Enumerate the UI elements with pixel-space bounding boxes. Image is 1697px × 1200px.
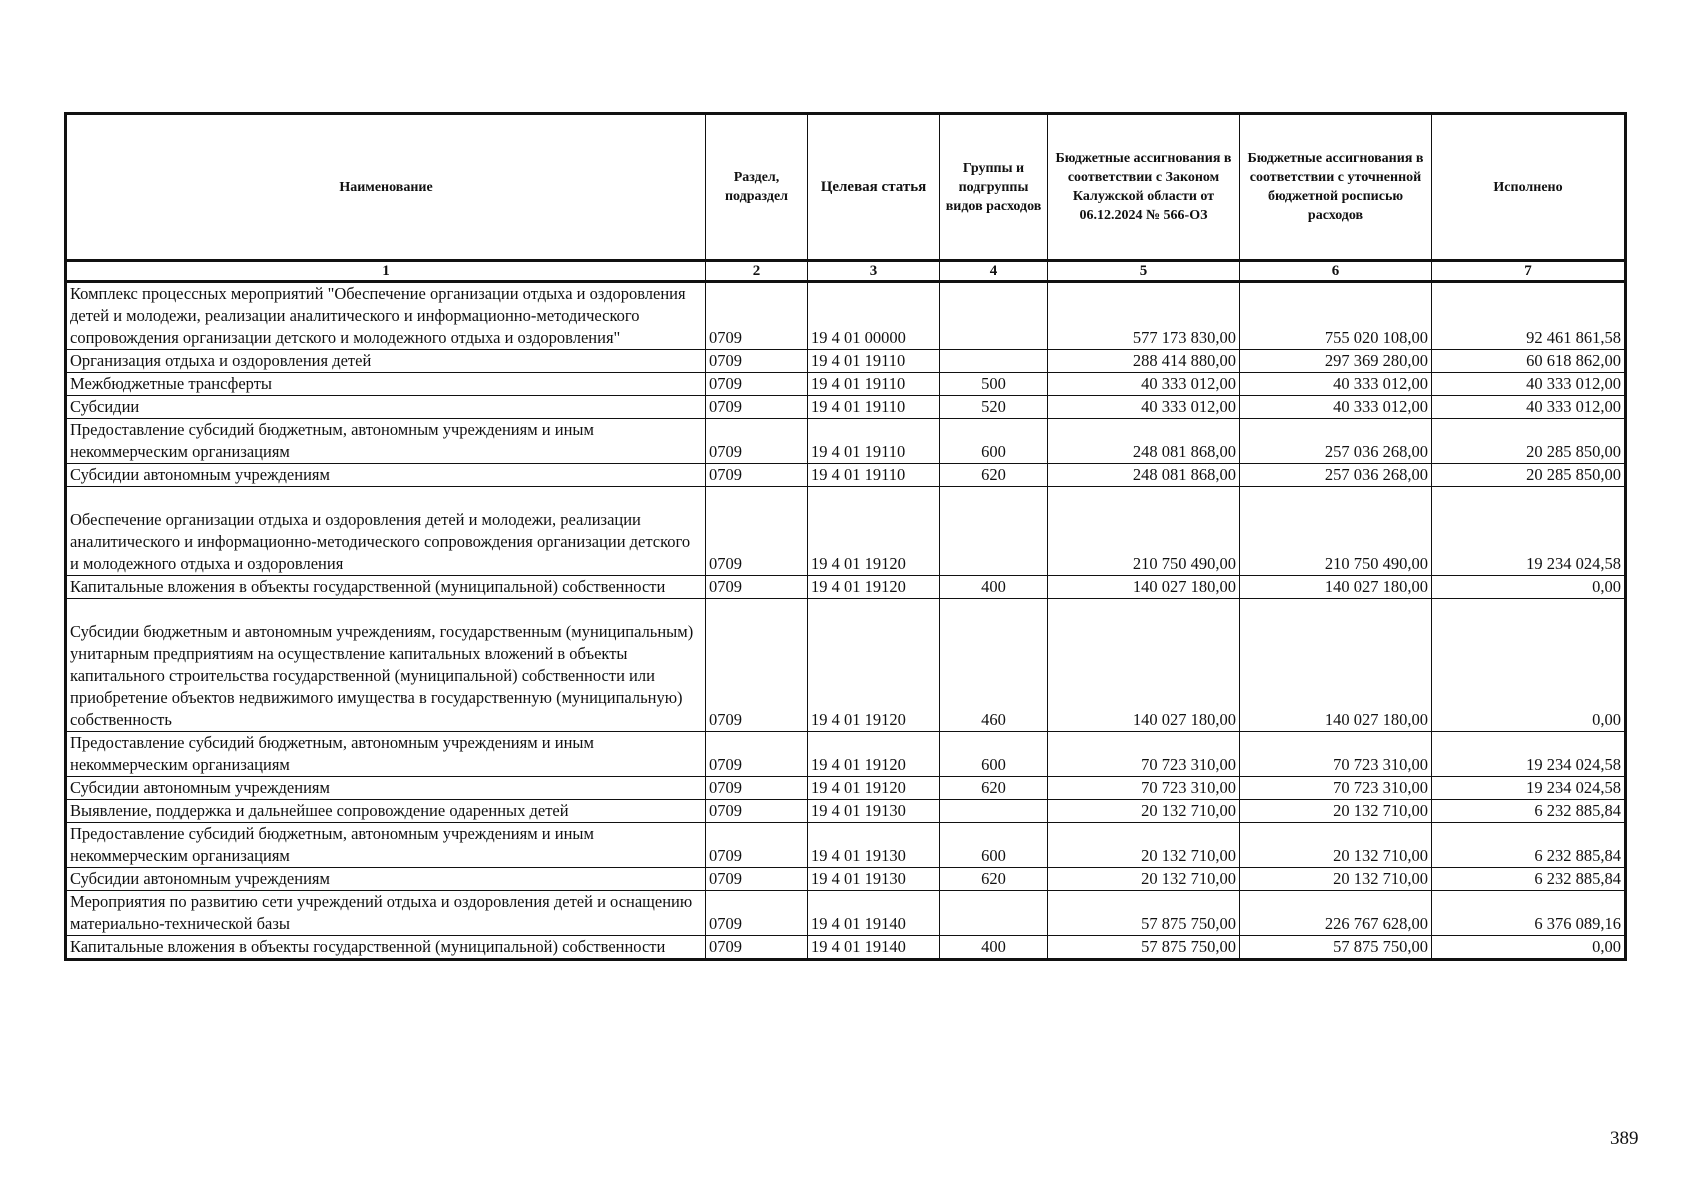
row-section: 0709 (706, 732, 808, 777)
row-group (940, 282, 1048, 350)
row-law-allocation: 40 333 012,00 (1048, 373, 1240, 396)
header-section: Раздел, подраздел (706, 114, 808, 261)
row-executed: 19 234 024,58 (1432, 487, 1626, 576)
row-executed: 6 232 885,84 (1432, 823, 1626, 868)
budget-table-container (64, 112, 1624, 961)
row-article: 19 4 01 19110 (808, 396, 940, 419)
row-refined-allocation: 297 369 280,00 (1240, 350, 1432, 373)
header-group: Группы и подгруппы видов расходов (940, 114, 1048, 261)
row-section: 0709 (706, 373, 808, 396)
row-article: 19 4 01 19110 (808, 419, 940, 464)
table-row (66, 373, 1626, 396)
row-group: 620 (940, 777, 1048, 800)
row-executed: 0,00 (1432, 576, 1626, 599)
row-refined-allocation: 20 132 710,00 (1240, 823, 1432, 868)
row-law-allocation: 577 173 830,00 (1048, 282, 1240, 350)
table-row (66, 800, 1626, 823)
row-name: Мероприятия по развитию сети учреждений отдыха и оздоровления детей и оснащению материально-технической базы (66, 891, 706, 936)
row-executed: 6 232 885,84 (1432, 800, 1626, 823)
row-group: 600 (940, 732, 1048, 777)
header-row (66, 114, 1626, 261)
column-number: 5 (1048, 261, 1240, 282)
row-executed: 20 285 850,00 (1432, 464, 1626, 487)
row-section: 0709 (706, 868, 808, 891)
row-executed: 60 618 862,00 (1432, 350, 1626, 373)
page-number: 389 (1610, 1128, 1639, 1149)
row-group (940, 891, 1048, 936)
row-name: Капитальные вложения в объекты государственной (муниципальной) собственности (66, 936, 706, 960)
row-article: 19 4 01 19140 (808, 936, 940, 960)
table-row (66, 777, 1626, 800)
row-name: Субсидии автономным учреждениям (66, 464, 706, 487)
header-law-allocation: Бюджетные ассигнования в соответствии с Законом Калужской области от 06.12.2024 № 566-ОЗ (1048, 114, 1240, 261)
column-number-row (66, 261, 1626, 282)
row-name: Субсидии автономным учреждениям (66, 868, 706, 891)
column-number: 4 (940, 261, 1048, 282)
row-executed: 92 461 861,58 (1432, 282, 1626, 350)
row-section: 0709 (706, 282, 808, 350)
table-row (66, 282, 1626, 350)
table-row (66, 419, 1626, 464)
row-law-allocation: 70 723 310,00 (1048, 732, 1240, 777)
row-refined-allocation: 57 875 750,00 (1240, 936, 1432, 960)
row-law-allocation: 248 081 868,00 (1048, 464, 1240, 487)
row-group (940, 487, 1048, 576)
row-group: 460 (940, 599, 1048, 732)
row-law-allocation: 140 027 180,00 (1048, 599, 1240, 732)
row-group: 520 (940, 396, 1048, 419)
row-group: 620 (940, 464, 1048, 487)
row-article: 19 4 01 19110 (808, 464, 940, 487)
row-article: 19 4 01 19110 (808, 373, 940, 396)
row-refined-allocation: 257 036 268,00 (1240, 464, 1432, 487)
row-law-allocation: 57 875 750,00 (1048, 936, 1240, 960)
row-law-allocation: 20 132 710,00 (1048, 800, 1240, 823)
row-section: 0709 (706, 350, 808, 373)
row-article: 19 4 01 19130 (808, 823, 940, 868)
row-article: 19 4 01 19130 (808, 800, 940, 823)
row-name-text: Субсидии бюджетным и автономным учреждениям, государственным (муниципальным) унитарным предприятиям на осуществление капитальных вложений в объекты капитального строительства государственной (муниципальной) собственности или приобретение объектов недвижимого имущества в государственную (муниципальную) собственность (70, 622, 694, 729)
row-refined-allocation: 257 036 268,00 (1240, 419, 1432, 464)
row-refined-allocation: 755 020 108,00 (1240, 282, 1432, 350)
row-law-allocation: 20 132 710,00 (1048, 868, 1240, 891)
row-executed: 19 234 024,58 (1432, 777, 1626, 800)
row-article: 19 4 01 19120 (808, 599, 940, 732)
row-section: 0709 (706, 599, 808, 732)
row-section: 0709 (706, 777, 808, 800)
row-article: 19 4 01 19120 (808, 732, 940, 777)
table-row (66, 823, 1626, 868)
table-row (66, 732, 1626, 777)
column-number: 6 (1240, 261, 1432, 282)
row-name: Предоставление субсидий бюджетным, автономным учреждениям и иным некоммерческим организациям (66, 732, 706, 777)
column-number: 7 (1432, 261, 1626, 282)
header-refined-allocation: Бюджетные ассигнования в соответствии с уточненной бюджетной росписью расходов (1240, 114, 1432, 261)
row-refined-allocation: 70 723 310,00 (1240, 732, 1432, 777)
row-executed: 20 285 850,00 (1432, 419, 1626, 464)
header-article: Целевая статья (808, 114, 940, 261)
row-refined-allocation: 20 132 710,00 (1240, 868, 1432, 891)
row-article: 19 4 01 19130 (808, 868, 940, 891)
row-executed: 40 333 012,00 (1432, 396, 1626, 419)
row-section: 0709 (706, 823, 808, 868)
row-law-allocation: 210 750 490,00 (1048, 487, 1240, 576)
row-name: Комплекс процессных мероприятий "Обеспечение организации отдыха и оздоровления детей и молодежи, реализации аналитического и информационно-методического сопровождения организации детского и молодежного отдыха и оздоровления" (66, 282, 706, 350)
row-executed: 6 376 089,16 (1432, 891, 1626, 936)
row-executed: 40 333 012,00 (1432, 373, 1626, 396)
table-row (66, 487, 1626, 576)
row-name: Капитальные вложения в объекты государственной (муниципальной) собственности (66, 576, 706, 599)
row-refined-allocation: 40 333 012,00 (1240, 373, 1432, 396)
row-executed: 6 232 885,84 (1432, 868, 1626, 891)
row-article: 19 4 01 19120 (808, 487, 940, 576)
table-row (66, 599, 1626, 732)
row-article: 19 4 01 19120 (808, 576, 940, 599)
row-refined-allocation: 70 723 310,00 (1240, 777, 1432, 800)
row-name: Субсидии автономным учреждениям (66, 777, 706, 800)
table-row (66, 936, 1626, 960)
row-section: 0709 (706, 936, 808, 960)
row-section: 0709 (706, 487, 808, 576)
header-name: Наименование (66, 114, 706, 261)
table-row (66, 396, 1626, 419)
row-refined-allocation: 40 333 012,00 (1240, 396, 1432, 419)
row-refined-allocation: 140 027 180,00 (1240, 599, 1432, 732)
row-name: Межбюджетные трансферты (66, 373, 706, 396)
row-group: 600 (940, 419, 1048, 464)
row-group (940, 350, 1048, 373)
row-group: 500 (940, 373, 1048, 396)
table-row (66, 576, 1626, 599)
row-name: Субсидии (66, 396, 706, 419)
row-law-allocation: 57 875 750,00 (1048, 891, 1240, 936)
row-group: 400 (940, 936, 1048, 960)
row-section: 0709 (706, 576, 808, 599)
row-article: 19 4 01 00000 (808, 282, 940, 350)
table-row (66, 350, 1626, 373)
row-law-allocation: 20 132 710,00 (1048, 823, 1240, 868)
column-number: 1 (66, 261, 706, 282)
row-section: 0709 (706, 891, 808, 936)
row-name: Организация отдыха и оздоровления детей (66, 350, 706, 373)
row-name: Предоставление субсидий бюджетным, автономным учреждениям и иным некоммерческим организациям (66, 419, 706, 464)
row-law-allocation: 140 027 180,00 (1048, 576, 1240, 599)
row-name: Предоставление субсидий бюджетным, автономным учреждениям и иным некоммерческим организациям (66, 823, 706, 868)
row-group: 600 (940, 823, 1048, 868)
row-name: Выявление, поддержка и дальнейшее сопровождение одаренных детей (66, 800, 706, 823)
row-executed: 0,00 (1432, 936, 1626, 960)
row-group (940, 800, 1048, 823)
row-refined-allocation: 140 027 180,00 (1240, 576, 1432, 599)
row-name (66, 487, 706, 576)
row-law-allocation: 70 723 310,00 (1048, 777, 1240, 800)
row-group: 400 (940, 576, 1048, 599)
row-article: 19 4 01 19140 (808, 891, 940, 936)
table-row (66, 464, 1626, 487)
row-refined-allocation: 20 132 710,00 (1240, 800, 1432, 823)
row-name-text: Обеспечение организации отдыха и оздоровления детей и молодежи, реализации аналитического и информационно-методического сопровождения организации детского и молодежного отдыха и оздоровления (70, 510, 691, 573)
row-law-allocation: 40 333 012,00 (1048, 396, 1240, 419)
header-executed: Исполнено (1432, 114, 1626, 261)
table-body (66, 282, 1626, 960)
row-executed: 0,00 (1432, 599, 1626, 732)
row-group: 620 (940, 868, 1048, 891)
row-section: 0709 (706, 419, 808, 464)
table-row (66, 891, 1626, 936)
table-row (66, 868, 1626, 891)
row-section: 0709 (706, 396, 808, 419)
row-refined-allocation: 210 750 490,00 (1240, 487, 1432, 576)
row-section: 0709 (706, 800, 808, 823)
row-refined-allocation: 226 767 628,00 (1240, 891, 1432, 936)
row-section: 0709 (706, 464, 808, 487)
row-article: 19 4 01 19120 (808, 777, 940, 800)
column-number: 3 (808, 261, 940, 282)
row-law-allocation: 248 081 868,00 (1048, 419, 1240, 464)
budget-table (64, 112, 1627, 961)
row-article: 19 4 01 19110 (808, 350, 940, 373)
row-executed: 19 234 024,58 (1432, 732, 1626, 777)
row-law-allocation: 288 414 880,00 (1048, 350, 1240, 373)
row-name (66, 599, 706, 732)
column-number: 2 (706, 261, 808, 282)
